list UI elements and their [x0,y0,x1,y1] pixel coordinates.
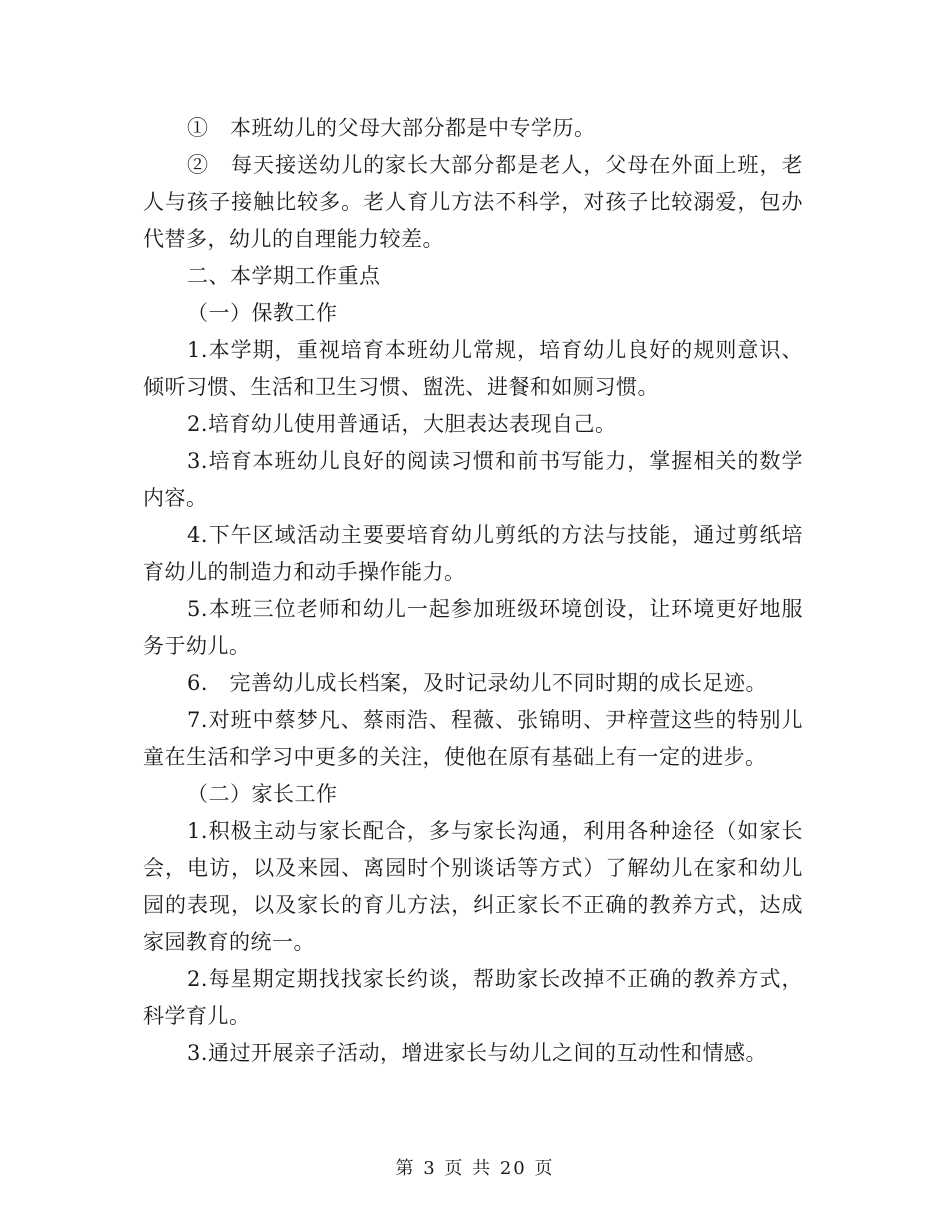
list-item-reading: 3.培育本班幼儿良好的阅读习惯和前书写能力，掌握相关的数学内容。 [143,449,803,510]
list-item-routines: 1.本学期，重视培育本班幼儿常规，培育幼儿良好的规则意识、倾听习惯、生活和卫生习惯、盥洗、进餐和如厕习惯。 [143,338,803,399]
page-number-footer: 第 3 页 共 20 页 [395,1158,555,1179]
list-item-parent-child-activities: 3.通过开展亲子活动，增进家长与幼儿之间的互动性和情感。 [187,1041,768,1065]
subsection-heading-parents: （二）家长工作 [187,782,338,806]
list-item-mandarin: 2.培育幼儿使用普通话，大胆表达表现自己。 [187,412,617,436]
list-item-growth-records: 6. 完善幼儿成长档案，及时记录幼儿不同时期的成长足迹。 [187,671,768,695]
subsection-heading-education: （一）保教工作 [187,301,338,325]
list-item-parent-meetings: 2.每星期定期找找家长约谈，帮助家长改掉不正确的教养方式，科学育儿。 [143,967,803,1028]
list-item-special-children: 7.对班中蔡梦凡、蔡雨浩、程薇、张锦明、尹梓萱这些的特别儿童在生活和学习中更多的关注，使他在原有基础上有一定的进步。 [143,708,803,769]
document-body [143,110,803,1072]
list-item-environment: 5.本班三位老师和幼儿一起参加班级环境创设，让环境更好地服务于幼儿。 [143,597,803,658]
list-item-parent-communication: 1.积极主动与家长配合，多与家长沟通，利用各种途径（如家长会，电访，以及来园、离园时个别谈话等方式）了解幼儿在家和幼儿园的表现，以及家长的育儿方法，纠正家长不正确的教养方式，达成家园教育的统一。 [143,819,803,954]
list-item-paper-cutting: 4.下午区域活动主要要培育幼儿剪纸的方法与技能，通过剪纸培育幼儿的制造力和动手操作能力。 [143,523,803,584]
section-heading-work-focus: 二、本学期工作重点 [187,264,381,288]
paragraph-parents-education: ① 本班幼儿的父母大部分都是中专学历。 [187,116,596,140]
paragraph-grandparents-care: ② 每天接送幼儿的家长大部分都是老人，父母在外面上班，老人与孩子接触比较多。老人育儿方法不科学，对孩子比较溺爱，包办代替多，幼儿的自理能力较差。 [143,153,803,251]
